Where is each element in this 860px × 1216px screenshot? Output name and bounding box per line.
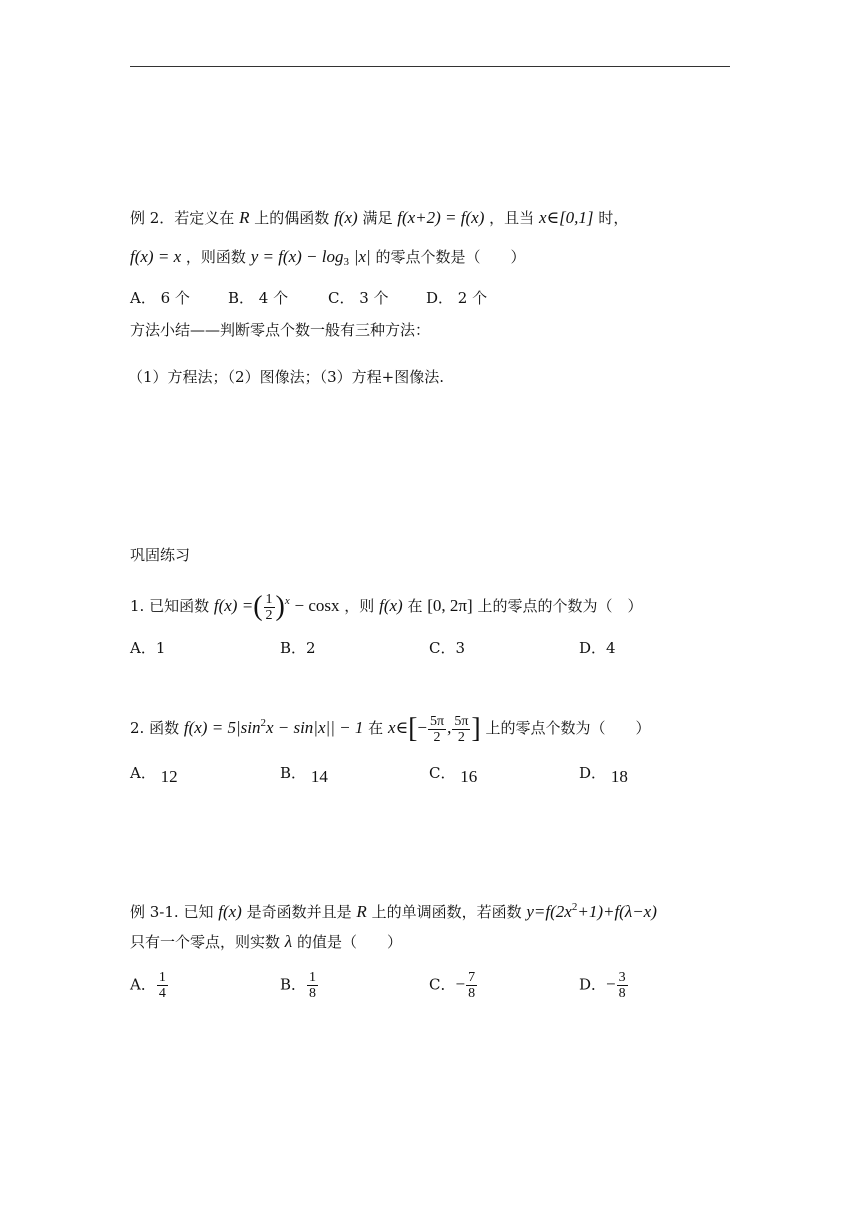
example2-text: ，且当 xyxy=(489,209,535,227)
q1-function: f(x) = xyxy=(213,596,254,615)
q1-text: 在 xyxy=(407,597,423,615)
log-base: 3 xyxy=(343,256,349,268)
example3-option-d: D．− $\frac{3}{8}$ xyxy=(579,970,626,1001)
square-exponent: 2 xyxy=(571,901,578,913)
abs-x: |x| xyxy=(353,247,371,266)
example3-fx: f(x) xyxy=(218,902,242,921)
q2-function: f(x) = 5|sin xyxy=(183,718,261,737)
summary-methods: （1）方程法；（2）图像法；（3）方程+图像法. xyxy=(128,368,444,386)
lower-bound-fraction: $\frac{5\pi}{2}$ xyxy=(430,713,445,745)
example3-function: y=f(2x xyxy=(526,902,572,921)
example3-question: 的值是（ ） xyxy=(296,933,402,951)
domain-condition: x∈[0,1] xyxy=(538,208,594,227)
q2-option-d: D． 18 xyxy=(579,764,628,786)
example3-label: 例 3-1. 已知 xyxy=(130,903,214,921)
q1-option-a: A．1 xyxy=(130,639,166,657)
practice-heading: 巩固练习 xyxy=(130,546,191,564)
header-rule xyxy=(130,66,730,67)
q2-option-a: A． 12 xyxy=(130,764,178,786)
example2-option-c: C． 3 个 xyxy=(328,289,389,307)
example3-function-tail: +1)+f(λ−x) xyxy=(577,902,657,921)
example2-line1 xyxy=(130,207,628,229)
function-fx: f(x) xyxy=(334,208,358,227)
fx-equals-x: f(x) = x xyxy=(130,247,182,266)
periodicity-equation: f(x+2) = f(x) xyxy=(397,208,485,227)
example2-option-d: D． 2 个 xyxy=(426,289,488,307)
example3-text: 上的单调函数，若函数 xyxy=(371,903,522,921)
q1-fx: f(x) xyxy=(379,596,403,615)
exponent-x: x xyxy=(284,595,290,607)
example3-option-c: C．− $\frac{7}{8}$ xyxy=(429,970,476,1001)
q2-function-tail: x − sin|x|| − 1 xyxy=(265,718,364,737)
summary-title: 方法小结——判断零点个数一般有三种方法： xyxy=(130,321,431,339)
set-r: R xyxy=(356,902,367,921)
example2-text: 时， xyxy=(598,209,629,227)
example2-text: 上的偶函数 xyxy=(254,209,330,227)
example3-option-a: A． $\frac{1}{4}$ xyxy=(130,970,166,1001)
practice-q1: 1. 已知函数 f(x) =( $\frac{1}{2}$ )$^x$ − cosx ，则 f(x) 在 [0, 2π] 上的零点的个数为（ ） xyxy=(130,591,643,623)
q2-option-c: C． 16 xyxy=(429,764,478,786)
example2-line2 xyxy=(130,246,525,273)
q1-option-b: B．2 xyxy=(280,639,316,657)
example3-text: 只有一个零点，则实数 xyxy=(130,933,281,951)
function-y: y = f(x) − log xyxy=(250,247,344,266)
practice-q2: 2. 函数 $f(x) = 5|\sin^2x - \sin|x|| - 1$ 在 x∈[− $\frac{5\pi}{2}$ , $\frac{5\pi}{2}$ ] 上的零点个数为（ ） xyxy=(130,713,651,745)
x-in: x∈ xyxy=(387,718,409,737)
q1-text: ，则 xyxy=(344,597,375,615)
q2-text: 在 xyxy=(368,719,384,737)
set-r: R xyxy=(239,208,250,227)
example2-text: ，则函数 xyxy=(185,248,246,266)
q1-prefix: 1. 已知函数 xyxy=(130,597,210,615)
cos-term: − cosx xyxy=(294,596,340,615)
q2-prefix: 2. 函数 xyxy=(130,719,180,737)
upper-bound-fraction: $\frac{5\pi}{2}$ xyxy=(454,713,469,745)
example2-option-b: B． 4 个 xyxy=(228,289,289,307)
q1-question: 上的零点的个数为（ ） xyxy=(477,597,643,615)
q1-option-d: D．4 xyxy=(579,639,616,657)
example3-line1 xyxy=(130,896,657,923)
example2-question: 的零点个数是（ ） xyxy=(375,248,526,266)
one-half-fraction: $\frac{1}{2}$ xyxy=(265,591,273,623)
example2-text: 满足 xyxy=(362,209,393,227)
q1-interval: [0, 2π] xyxy=(427,596,473,615)
q1-option-c: C．3 xyxy=(429,639,466,657)
example3-text: 是奇函数并且是 xyxy=(246,903,352,921)
example3-option-b: B． $\frac{1}{8}$ xyxy=(280,970,317,1001)
example2-option-a: A． 6 个 xyxy=(130,289,190,307)
q2-option-b: B． 14 xyxy=(280,764,328,786)
example3-line2 xyxy=(130,931,402,953)
lambda-symbol: λ xyxy=(284,932,293,951)
q2-question: 上的零点个数为（ ） xyxy=(485,719,651,737)
example2-label: 例 2．若定义在 xyxy=(130,209,235,227)
square-exponent: 2 xyxy=(260,717,266,729)
